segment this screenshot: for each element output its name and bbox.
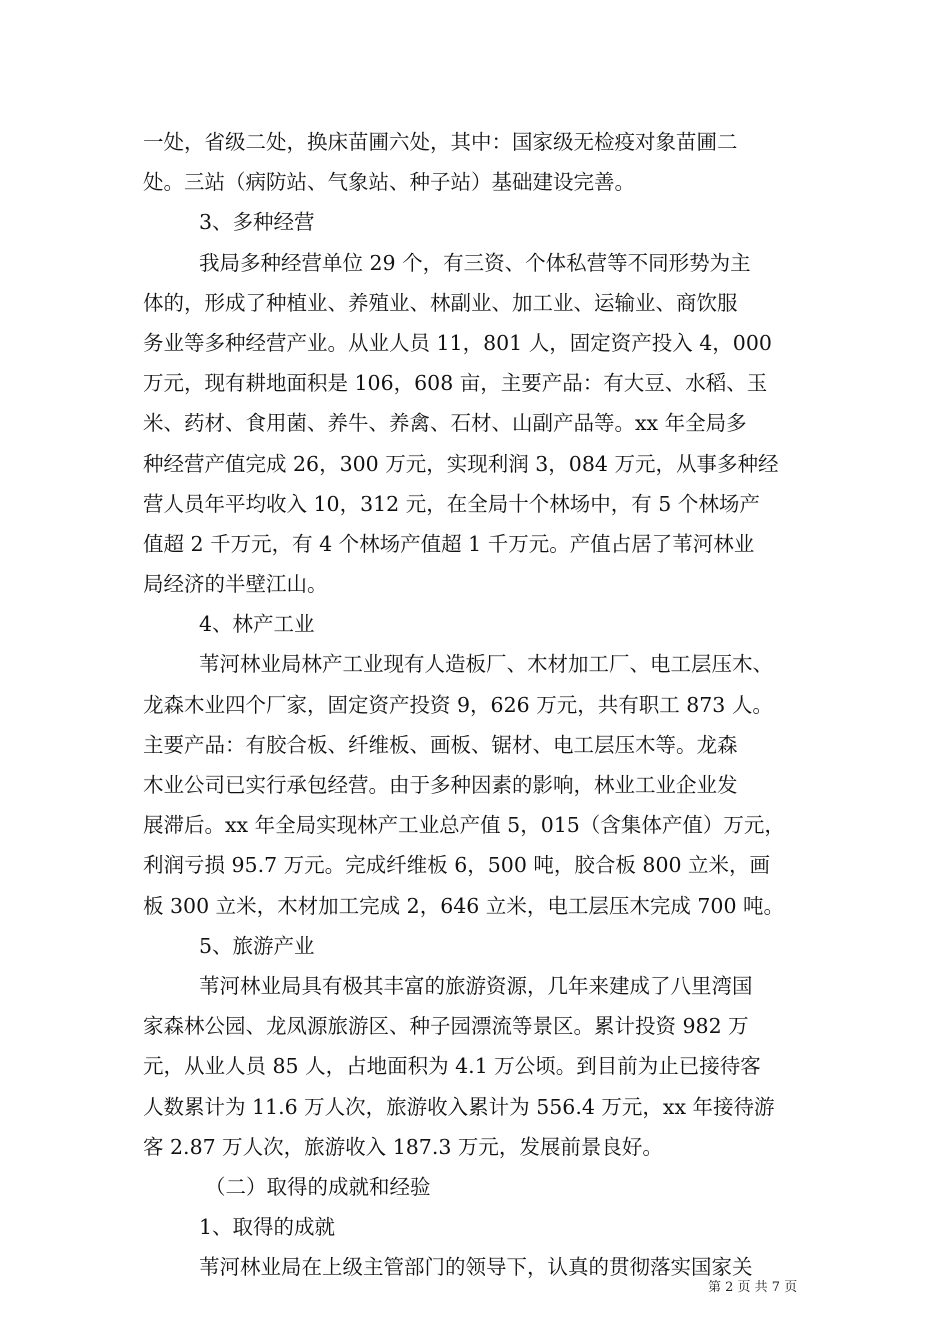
page-number: 第 2 页 共 7 页 [708,1280,798,1295]
text-line: 人数累计为 11.6 万人次，旅游收入累计为 556.4 万元，xx 年接待游 [143,1094,775,1119]
paragraph-first-line: 苇河林业局林产工业现有人造板厂、木材加工厂、电工层压木、 [199,652,773,677]
section-heading: 4、林产工业 [199,612,315,637]
paragraph-first-line: 苇河林业局在上级主管部门的领导下，认真的贯彻落实国家关 [199,1255,753,1280]
text-line: 种经营产值完成 26，300 万元，实现利润 3，084 万元，从事多种经 [143,451,779,476]
text-line: 务业等多种经营产业。从业人员 11，801 人，固定资产投入 4，000 [143,330,772,355]
text-line: 值超 2 千万元，有 4 个林场产值超 1 千万元。产值占居了苇河林业 [143,531,755,556]
text-line: 利润亏损 95.7 万元。完成纤维板 6，500 吨，胶合板 800 立米，画 [143,853,771,878]
text-line: 万元，现有耕地面积是 106，608 亩，主要产品：有大豆、水稻、玉 [143,371,768,396]
text-line: 板 300 立米，木材加工完成 2，646 立米，电工层压木完成 700 吨。 [143,893,785,918]
text-line: 展滞后。xx 年全局实现林产工业总产值 5，015（含集体产值）万元， [143,813,785,838]
text-line: 体的，形成了种植业、养殖业、林副业、加工业、运输业、商饮服 [143,290,738,315]
paragraph-first-line: 我局多种经营单位 29 个，有三资、个体私营等不同形势为主 [199,250,751,275]
text-line: 营人员年平均收入 10，312 元，在全局十个林场中，有 5 个林场产 [143,491,760,516]
document-body [143,122,823,1287]
section-heading: 3、多种经营 [199,210,315,235]
text-line: 木业公司已实行承包经营。由于多种因素的影响，林业工业企业发 [143,773,738,797]
section-heading: 1、取得的成就 [199,1215,336,1240]
text-line: 处。三站（病防站、气象站、种子站）基础建设完善。 [143,170,635,195]
text-line: 米、药材、食用菌、养牛、养禽、石材、山副产品等。xx 年全局多 [143,411,747,436]
subsection-heading: （二）取得的成就和经验 [205,1174,431,1199]
text-line: 客 2.87 万人次，旅游收入 187.3 万元，发展前景良好。 [143,1134,663,1159]
section-heading: 5、旅游产业 [199,933,315,958]
text-line: 一处，省级二处，换床苗圃六处，其中：国家级无检疫对象苗圃二 [143,130,738,154]
paragraph-first-line: 苇河林业局具有极其丰富的旅游资源，几年来建成了八里湾国 [199,973,753,998]
text-line: 元，从业人员 85 人，占地面积为 4.1 万公顷。到目前为止已接待客 [143,1054,761,1079]
text-line: 主要产品：有胶合板、纤维板、画板、锯材、电工层压木等。龙森 [143,732,738,757]
text-line: 家森林公园、龙凤源旅游区、种子园漂流等景区。累计投资 982 万 [143,1014,749,1039]
text-line: 龙森木业四个厂家，固定资产投资 9，626 万元，共有职工 873 人。 [143,692,773,717]
text-line: 局经济的半壁江山。 [143,572,328,597]
